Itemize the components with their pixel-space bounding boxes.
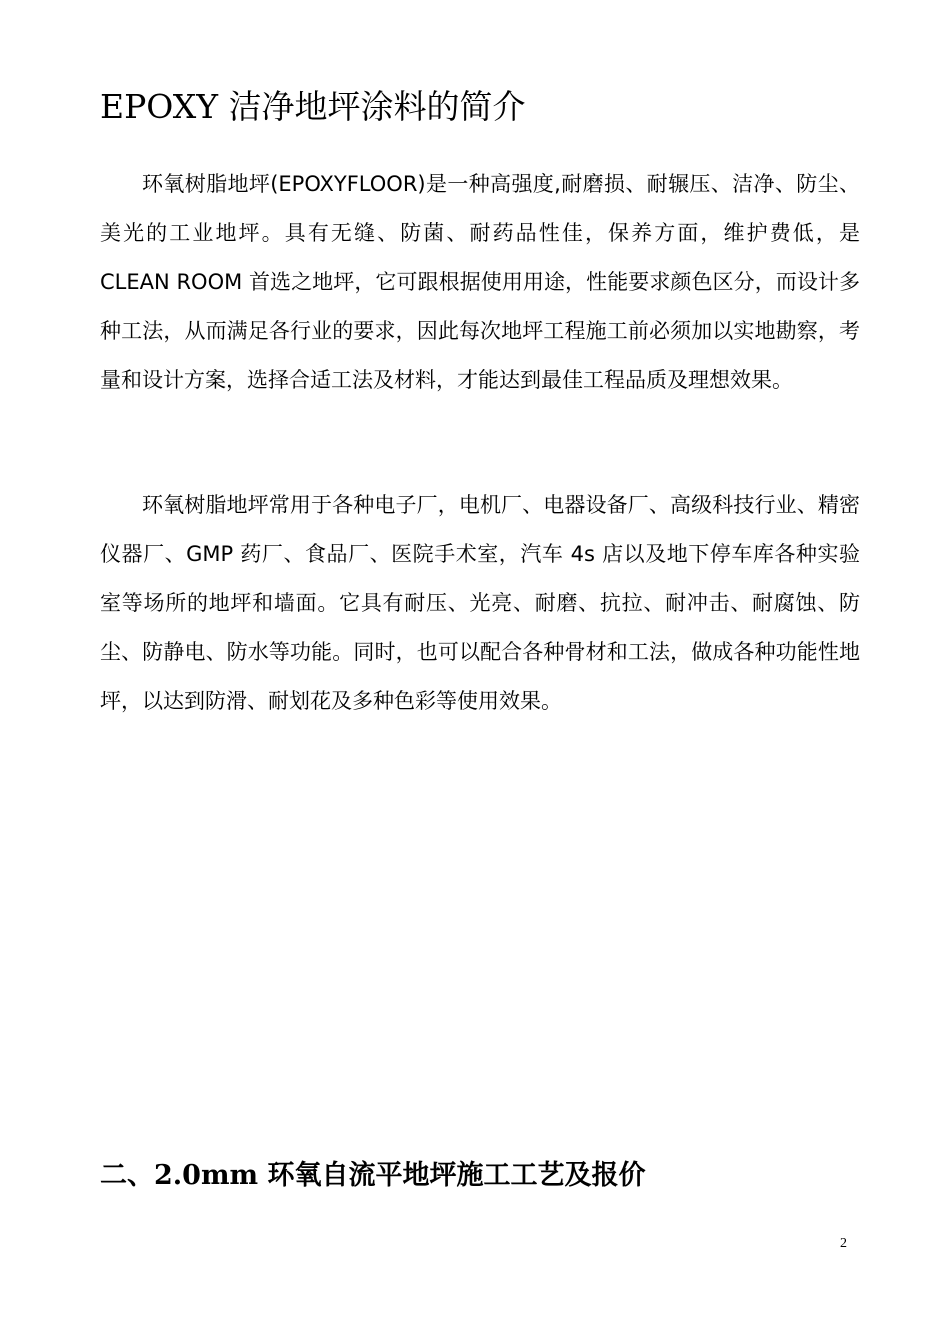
section-heading: 二、2.0mm 环氧自流平地坪施工工艺及报价 (100, 1160, 646, 1191)
page-title: EPOXY 洁净地坪涂料的简介 (100, 87, 526, 126)
intro-paragraph: 环氧树脂地坪(EPOXYFLOOR)是一种高强度,耐磨损、耐辗压、洁净、防尘、美光的工业地坪。具有无缝、防菌、耐药品性佳，保养方面，维护费低，是 CLEAN ROOM 首选之地坪，它可跟根据使用用途，性能要求颜色区分，而设计多种工法，从而满足各行业的要求，因此每次地坪工程施工前必须加以实地勘察，考量和设计方案，选择合适工法及材料，才能达到最佳工程品质及理想效果。 (100, 172, 860, 392)
applications-paragraph: 环氧树脂地坪常用于各种电子厂，电机厂、电器设备厂、高级科技行业、精密仪器厂、GMP 药厂、食品厂、医院手术室，汽车 4s 店以及地下停车库各种实验室等场所的地坪和墙面。它具有耐压、光亮、耐磨、抗拉、耐冲击、耐腐蚀、防尘、防静电、防水等功能。同时，也可以配合各种骨材和工法，做成各种功能性地坪，以达到防滑、耐划花及多种色彩等使用效果。 (100, 493, 860, 713)
page-number: 2 (840, 1236, 847, 1251)
